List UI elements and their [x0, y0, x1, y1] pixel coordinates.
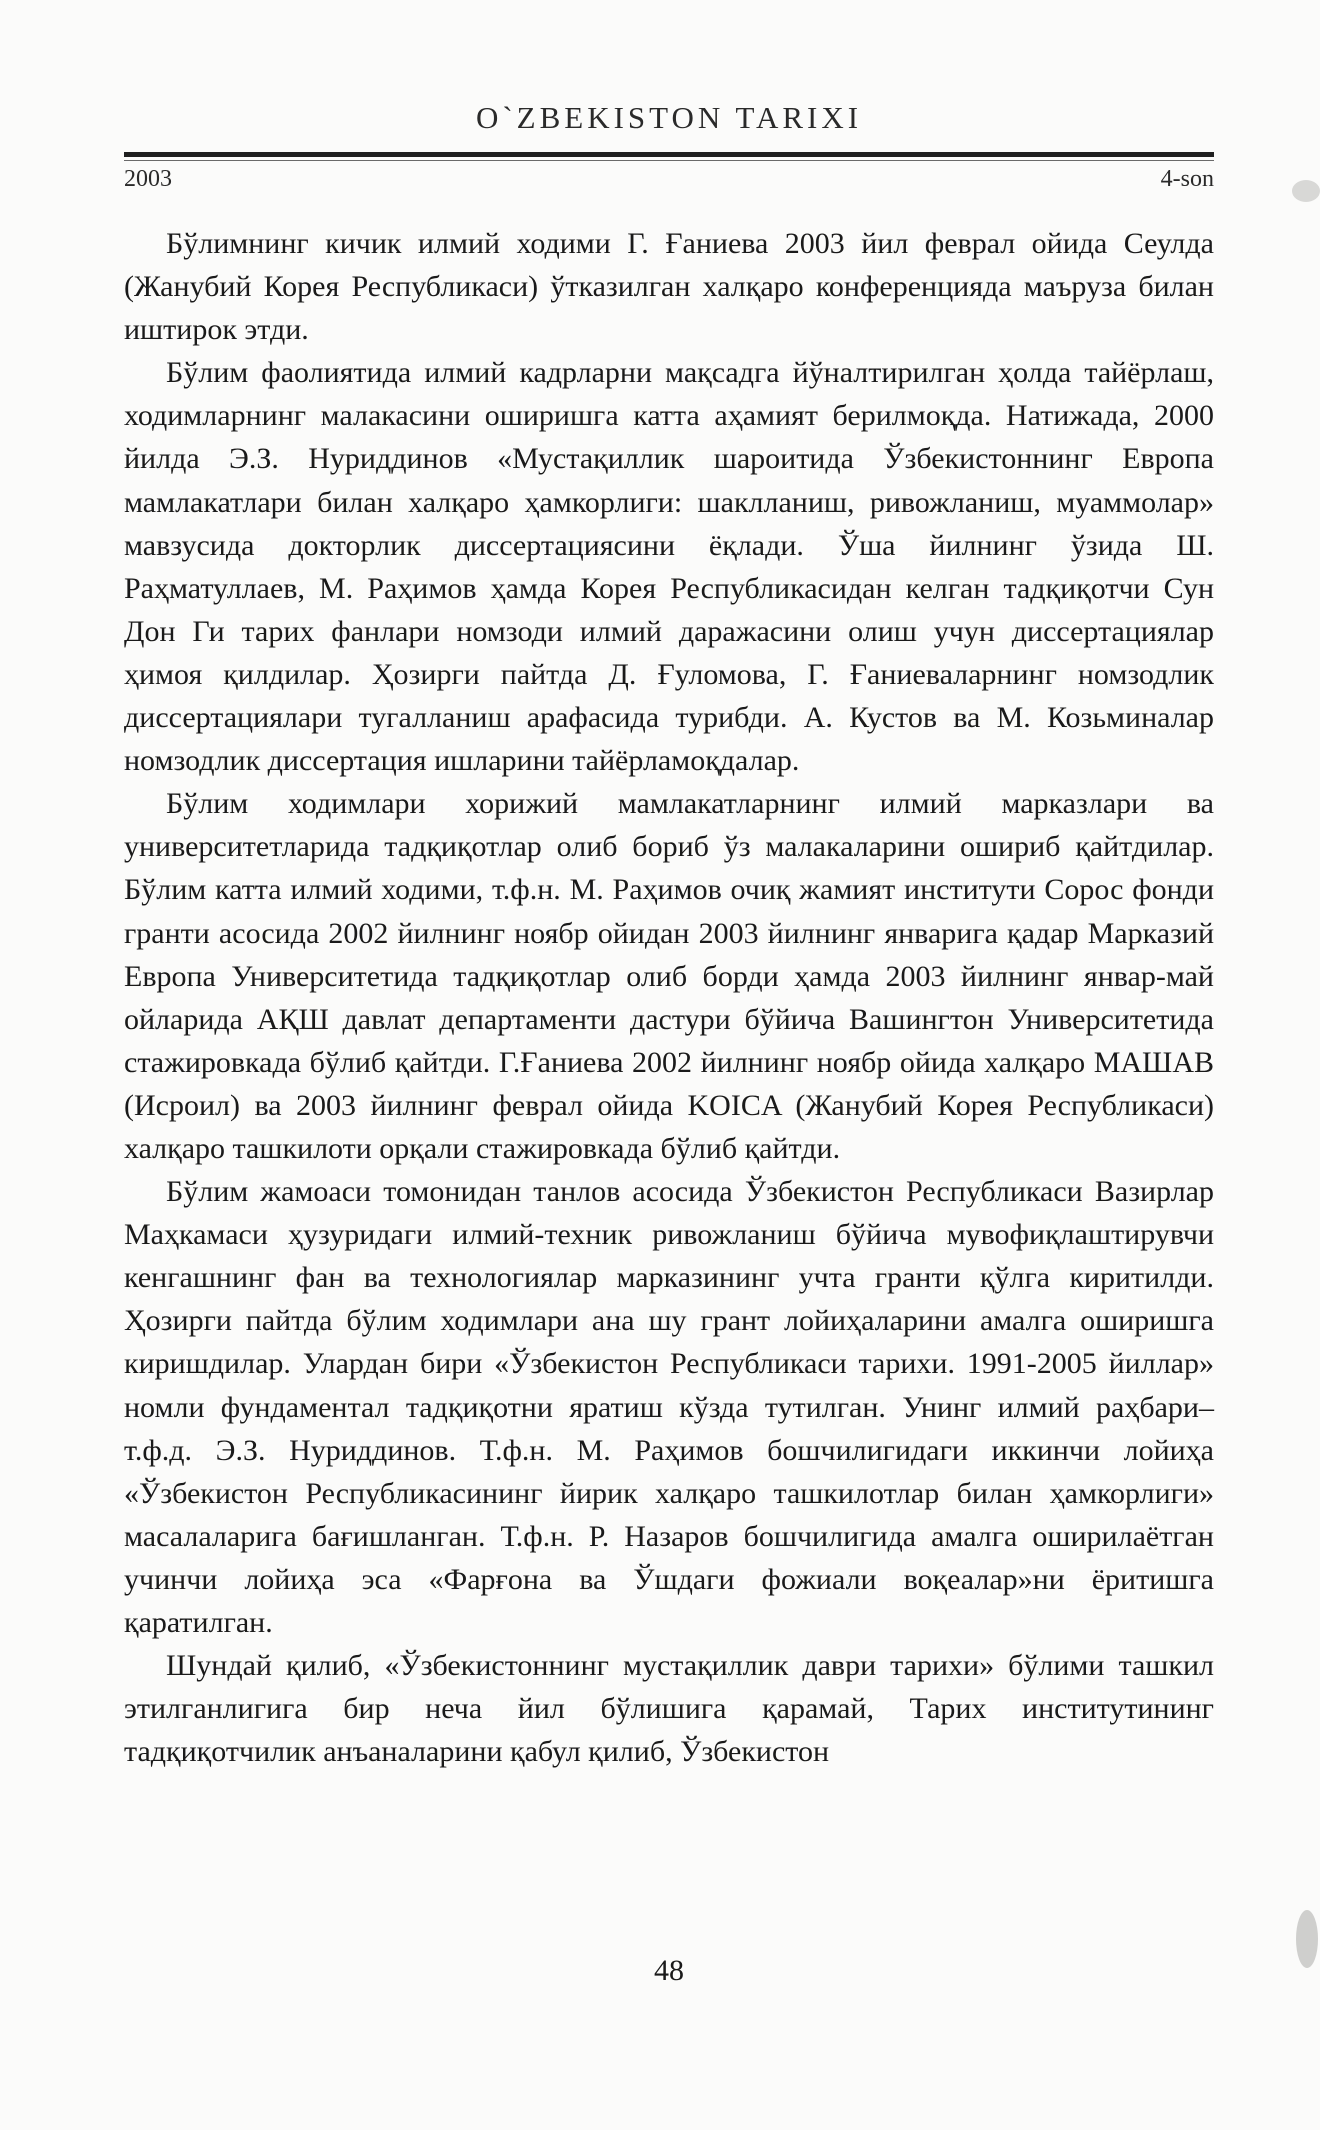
scan-artifact-bottom — [1296, 1910, 1318, 1968]
paragraph-4: Бўлим жамоаси томонидан танлов асосида Ўзбекистон Республикаси Вазирлар Маҳкамаси ҳузуридаги илмий-техник ривожланиш бўйича мувофиқлаштирувчи кенгашнинг фан ва технологиялар марказининг учта гранти қўлга киритилди. Ҳозирги пайтда бўлим ходимлари ана шу грант лойиҳаларини амалга оширишга киришдилар. Улардан бири «Ўзбекистон Республикаси тарихи. 1991-2005 йиллар» номли фундаментал тадқиқотни яратиш кўзда тутилган. Унинг илмий раҳбари– т.ф.д. Э.З. Нуриддинов. Т.ф.н. М. Раҳимов бошчилигидаги иккинчи лойиҳа «Ўзбекистон Республикасининг йирик халқаро ташкилотлар билан ҳамкорлиги» масалаларига бағишланган. Т.ф.н. Р. Назаров бошчилигида амалга оширилаётган учинчи лойиҳа эса «Фарғона ва Ўшдаги фожиали воқеалар»ни ёритишга қаратилган. — [124, 1175, 1214, 1639]
journal-title: O`ZBEKISTON TARIXI — [475, 100, 863, 135]
header-rule-thin — [124, 160, 1214, 161]
article-body — [124, 222, 1214, 1773]
scan-artifact-top — [1292, 180, 1320, 202]
issue-number: 4-son — [1160, 166, 1214, 192]
paragraph-1: Бўлимнинг кичик илмий ходими Г. Ғаниева 2003 йил феврал ойида Сеулда (Жанубий Корея Республикаси) ўтказилган халқаро конференцияда маъруза билан иштирок этди. — [124, 227, 1214, 347]
paragraph-5: Шундай қилиб, «Ўзбекистоннинг мустақиллик даври тарихи» бўлими ташкил этилганлигига бир неча йил бўлишига қарамай, Тарих институтининг тадқиқотчилик анъаналарини қабул қилиб, Ўзбекистон — [124, 1649, 1214, 1769]
paragraph-3: Бўлим ходимлари хорижий мамлакатларнинг илмий марказлари ва университетларида тадқиқотлар олиб бориб ўз малакаларини ошириб қайтдилар. Бўлим катта илмий ходими, т.ф.н. М. Раҳимов очиқ жамият институти Сорос фонди гранти асосида 2002 йилнинг ноябр ойидан 2003 йилнинг январига қадар Марказий Европа Университетида тадқиқотлар олиб борди ҳамда 2003 йилнинг январ-май ойларида АҚШ давлат департаменти дастури бўйича Вашингтон Университетида стажировкада бўлиб қайтди. Г.Ғаниева 2002 йилнинг ноябр ойида халқаро МАШАВ (Исроил) ва 2003 йилнинг феврал ойида KOICA (Жанубий Корея Республикаси) халқаро ташкилоти орқали стажировкада бўлиб қайтди. — [124, 787, 1214, 1165]
page-number: 48 — [654, 1954, 684, 1987]
issue-year: 2003 — [124, 166, 172, 192]
header-rule — [124, 152, 1214, 157]
paragraph-2: Бўлим фаолиятида илмий кадрларни мақсадга йўналтирилган ҳолда тайёрлаш, ходимларнинг малакасини оширишга катта аҳамият берилмоқда. Натижада, 2000 йилда Э.З. Нуриддинов «Мустақиллик шароитида Ўзбекистоннинг Европа мамлакатлари билан халқаро ҳамкорлиги: шаклланиш, ривожланиш, муаммолар» мавзусида докторлик диссертациясини ёқлади. Ўша йилнинг ўзида Ш. Раҳматуллаев, М. Раҳимов ҳамда Корея Республикасидан келган тадқиқотчи Сун Дон Ги тарих фанлари номзоди илмий даражасини олиш учун диссертациялар ҳимоя қилдилар. Ҳозирги пайтда Д. Ғуломова, Г. Ғаниеваларнинг номзодлик диссертациялари тугалланиш арафасида турибди. А. Кустов ва М. Козьминалар номзодлик диссертация ишларини тайёрламоқдалар. — [124, 356, 1214, 778]
